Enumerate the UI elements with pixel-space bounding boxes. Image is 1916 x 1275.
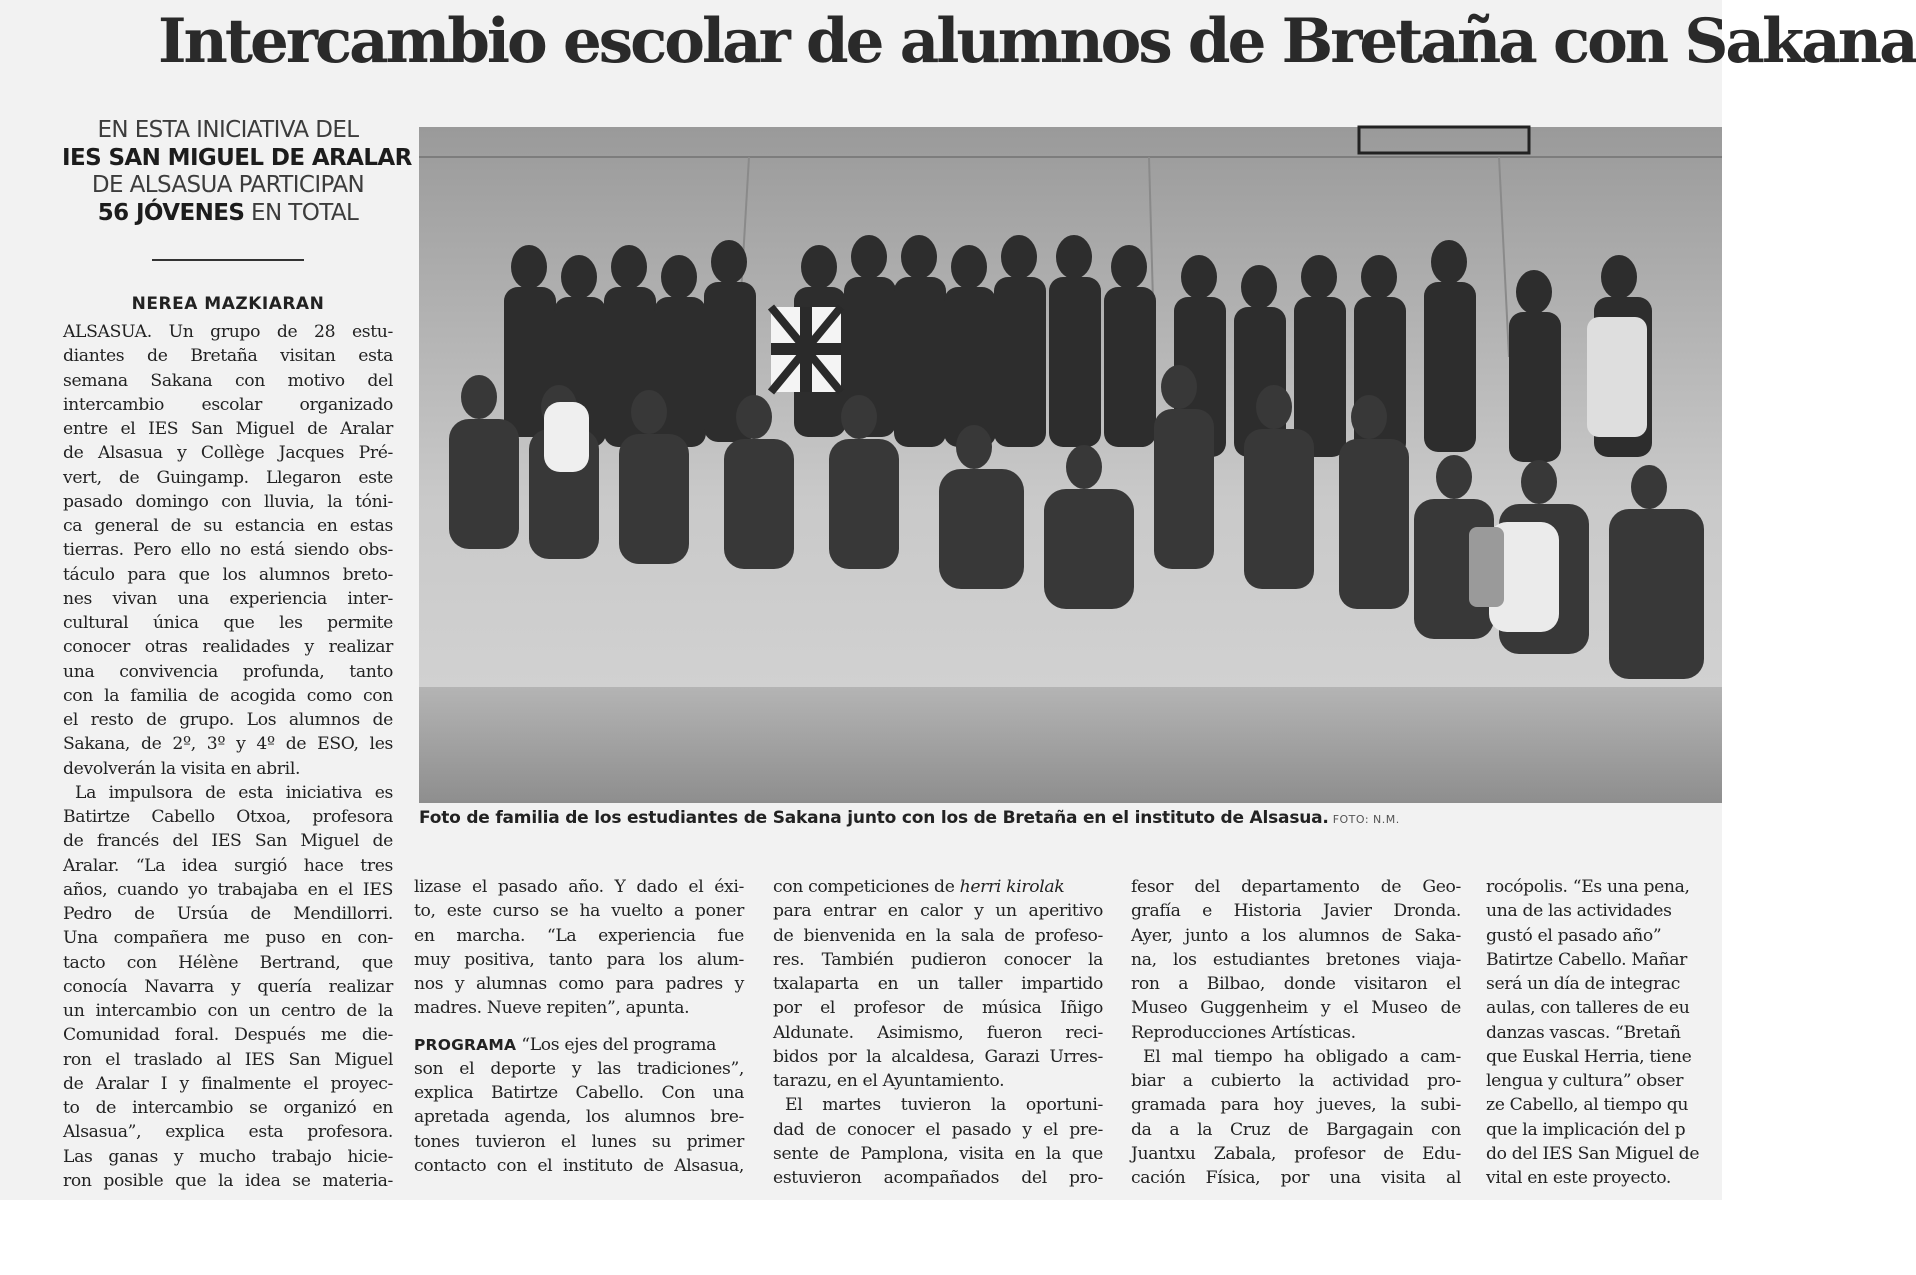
column-line: Comunidad foral. Después me die- — [63, 1025, 393, 1046]
column-line: Pedro de Ursúa de Mendillorri. — [63, 904, 393, 924]
headline: Intercambio escolar de alumnos de Bretaña con Sakana — [158, 6, 1916, 77]
column-line: que la implicación del p — [1486, 1119, 1686, 1140]
section-keyword: PROGRAMA — [414, 1035, 517, 1054]
column-line: biar a cubierto la actividad pro- — [1131, 1071, 1461, 1091]
column-line: madres. Nueve repiten”, apunta. — [414, 998, 690, 1019]
column-line: entre el IES San Miguel de Aralar — [63, 419, 393, 439]
subhead-line-1: EN ESTA INICIATIVA DEL — [97, 117, 359, 143]
subhead-line-4 — [62, 200, 394, 228]
column-line: será un día de integrac — [1486, 974, 1681, 994]
column-line: contacto con el instituto de Alsasua, — [414, 1155, 744, 1176]
column-line: Las ganas y mucho trabajo hicie- — [63, 1146, 393, 1167]
column-line: conocía Navarra y quería realizar — [63, 976, 393, 997]
column-line-text: “Los ejes del programa — [521, 1034, 717, 1055]
column-line: Aldunate. Asimismo, fueron reci- — [773, 1022, 1103, 1043]
column-line: Batirtze Cabello. Mañar — [1486, 949, 1687, 970]
column-line: dad de conocer el pasado y el pre- — [773, 1119, 1103, 1140]
subhead-divider — [152, 259, 304, 261]
column-line: tacto con Hélène Bertrand, que — [63, 952, 393, 973]
column-line: Ayer, junto a los alumnos de Saka- — [1131, 925, 1461, 946]
subhead-count: 56 JÓVENES — [97, 199, 245, 226]
column-line: ze Cabello, al tiempo qu — [1486, 1095, 1689, 1116]
column-line: un intercambio con un centro de la — [63, 1001, 393, 1021]
column-line: en marcha. “La experiencia fue — [414, 925, 744, 946]
column-line: diantes de Bretaña visitan esta — [63, 346, 393, 367]
column-line: ALSASUA. Un grupo de 28 estu- — [63, 322, 393, 342]
column-line: bidos por la alcaldesa, Garazi Urres- — [773, 1046, 1103, 1067]
column-line: que Euskal Herria, tiene — [1486, 1046, 1692, 1067]
column-line: devolverán la visita en abril. — [63, 758, 301, 779]
column-line: na, los estudiantes bretones viaja- — [1131, 949, 1461, 970]
column-line: do del IES San Miguel de — [1486, 1143, 1700, 1164]
column-line: to, este curso se ha vuelto a poner — [414, 901, 744, 922]
column-line: La impulsora de esta iniciativa es — [75, 782, 393, 803]
column-line: vital en este proyecto. — [1486, 1168, 1671, 1188]
column-line: gustó el pasado año” — [1486, 925, 1662, 946]
column-line: Una compañera me puso en con- — [63, 928, 393, 949]
column-line: Juantxu Zabala, profesor de Edu- — [1131, 1143, 1461, 1164]
photo-caption-text: Foto de familia de los estudiantes de Sakana junto con los de Bretaña en el instituto de Alsasua. — [419, 808, 1329, 828]
column-line: años, cuando yo trabajaba en el IES — [63, 879, 393, 900]
column-line: tierras. Pero ello no está siendo obs- — [63, 540, 393, 561]
column-line: ron a Bilbao, donde visitaron el — [1131, 974, 1461, 994]
column-line: el resto de grupo. Los alumnos de — [63, 710, 393, 730]
article-column-3 — [773, 875, 1103, 1190]
column-line: una convivencia profunda, tanto — [63, 661, 393, 682]
photo-credit: FOTO: N.M. — [1332, 813, 1400, 826]
subheadline — [62, 117, 412, 227]
subhead-line-3: DE ALSASUA PARTICIPAN — [91, 172, 365, 198]
subhead-count-rest: EN TOTAL — [244, 199, 359, 226]
column-line-text: con competiciones de — [773, 877, 960, 897]
column-line: de francés del IES San Miguel de — [63, 831, 393, 852]
article-column-4 — [1131, 875, 1461, 1190]
column-line: conocer otras realidades y realizar — [63, 637, 393, 658]
column-line: cación Física, por una visita al — [1131, 1168, 1461, 1188]
column-line: El mal tiempo ha obligado a cam- — [1143, 1046, 1461, 1067]
column-line: tones tuvieron el lunes su primer — [414, 1131, 744, 1152]
column-line: son el deporte y las tradiciones”, — [414, 1058, 744, 1079]
column-line: aulas, con talleres de eu — [1486, 998, 1690, 1019]
column-line — [414, 1033, 744, 1057]
column-line: nos y alumnas como para padres y — [414, 974, 744, 994]
column-line — [773, 875, 1103, 899]
column-line: de Aralar I y finalmente el proyec- — [63, 1073, 393, 1094]
column-line: muy positiva, tanto para los alum- — [414, 949, 744, 970]
column-line: Alsasua”, explica esta profesora. — [63, 1122, 393, 1143]
group-photo-image — [419, 127, 1722, 803]
column-line: vert, de Guingamp. Llegaron este — [63, 467, 393, 488]
column-line: ca general de su estancia en estas — [63, 516, 393, 536]
subhead-school: IES SAN MIGUEL DE ARALAR — [62, 144, 412, 171]
column-line: para entrar en calor y un aperitivo — [773, 901, 1103, 922]
column-line: txalaparta en un taller impartido — [773, 974, 1103, 994]
column-line: Batirtze Cabello Otxoa, profesora — [63, 807, 393, 827]
column-line: rocópolis. “Es una pena, — [1486, 877, 1690, 897]
column-line: da a la Cruz de Bargagain con — [1131, 1119, 1461, 1140]
column-line: semana Sakana con motivo del — [63, 370, 393, 391]
column-line: Sakana, de 2º, 3º y 4º de ESO, les — [63, 734, 393, 755]
column-line: lengua y cultura” obser — [1486, 1071, 1684, 1091]
column-line: Reproducciones Artísticas. — [1131, 1022, 1356, 1043]
subhead-line-2 — [62, 144, 412, 173]
column-line: sente de Pamplona, visita en la que — [773, 1143, 1103, 1164]
column-line: res. También pudieron conocer la — [773, 949, 1103, 970]
column-line: explica Batirtze Cabello. Con una — [414, 1083, 744, 1103]
article-column-1 — [63, 320, 393, 1193]
column-line: tarazu, en el Ayuntamiento. — [773, 1071, 1005, 1091]
article-column-5 — [1486, 875, 1722, 1190]
column-line: gramada para hoy jueves, la subi- — [1131, 1095, 1461, 1116]
column-line: de Alsasua y Collège Jacques Pré- — [63, 443, 393, 464]
column-line: intercambio escolar organizado — [63, 394, 393, 415]
column-spacer — [414, 1021, 744, 1033]
column-line: grafía e Historia Javier Dronda. — [1131, 901, 1461, 922]
italic-term: herri kirolak — [959, 877, 1065, 897]
column-line: cultural única que les permite — [63, 613, 393, 633]
column-line: Aralar. “La idea surgió hace tres — [63, 855, 393, 876]
column-line: Museo Guggenheim y el Museo de — [1131, 998, 1461, 1019]
column-line: con la familia de acogida como con — [63, 685, 393, 706]
column-line: táculo para que los alumnos breto- — [63, 564, 393, 585]
column-line: de bienvenida en la sala de profeso- — [773, 925, 1103, 946]
column-line: ron el traslado al IES San Miguel — [63, 1049, 393, 1070]
column-line: apretada agenda, los alumnos bre- — [414, 1107, 744, 1128]
column-line: danzas vascas. “Bretañ — [1486, 1022, 1681, 1043]
byline: NEREA MAZKIARAN — [131, 294, 325, 314]
photo-caption — [419, 808, 1722, 828]
column-line: fesor del departamento de Geo- — [1131, 877, 1461, 897]
column-line: una de las actividades — [1486, 901, 1672, 922]
group-photo — [419, 127, 1722, 803]
column-line: pasado domingo con lluvia, la tóni- — [63, 491, 393, 512]
column-line: por el profesor de música Iñigo — [773, 998, 1103, 1019]
column-line: ron posible que la idea se materia- — [63, 1170, 393, 1191]
column-line: El martes tuvieron la oportuni- — [785, 1095, 1103, 1116]
column-line: nes vivan una experiencia inter- — [63, 588, 393, 609]
column-line: estuvieron acompañados del pro- — [773, 1168, 1103, 1188]
column-line: to de intercambio se organizó en — [63, 1098, 393, 1118]
column-line: lizase el pasado año. Y dado el éxi- — [414, 877, 744, 897]
article-column-2 — [414, 875, 744, 1178]
